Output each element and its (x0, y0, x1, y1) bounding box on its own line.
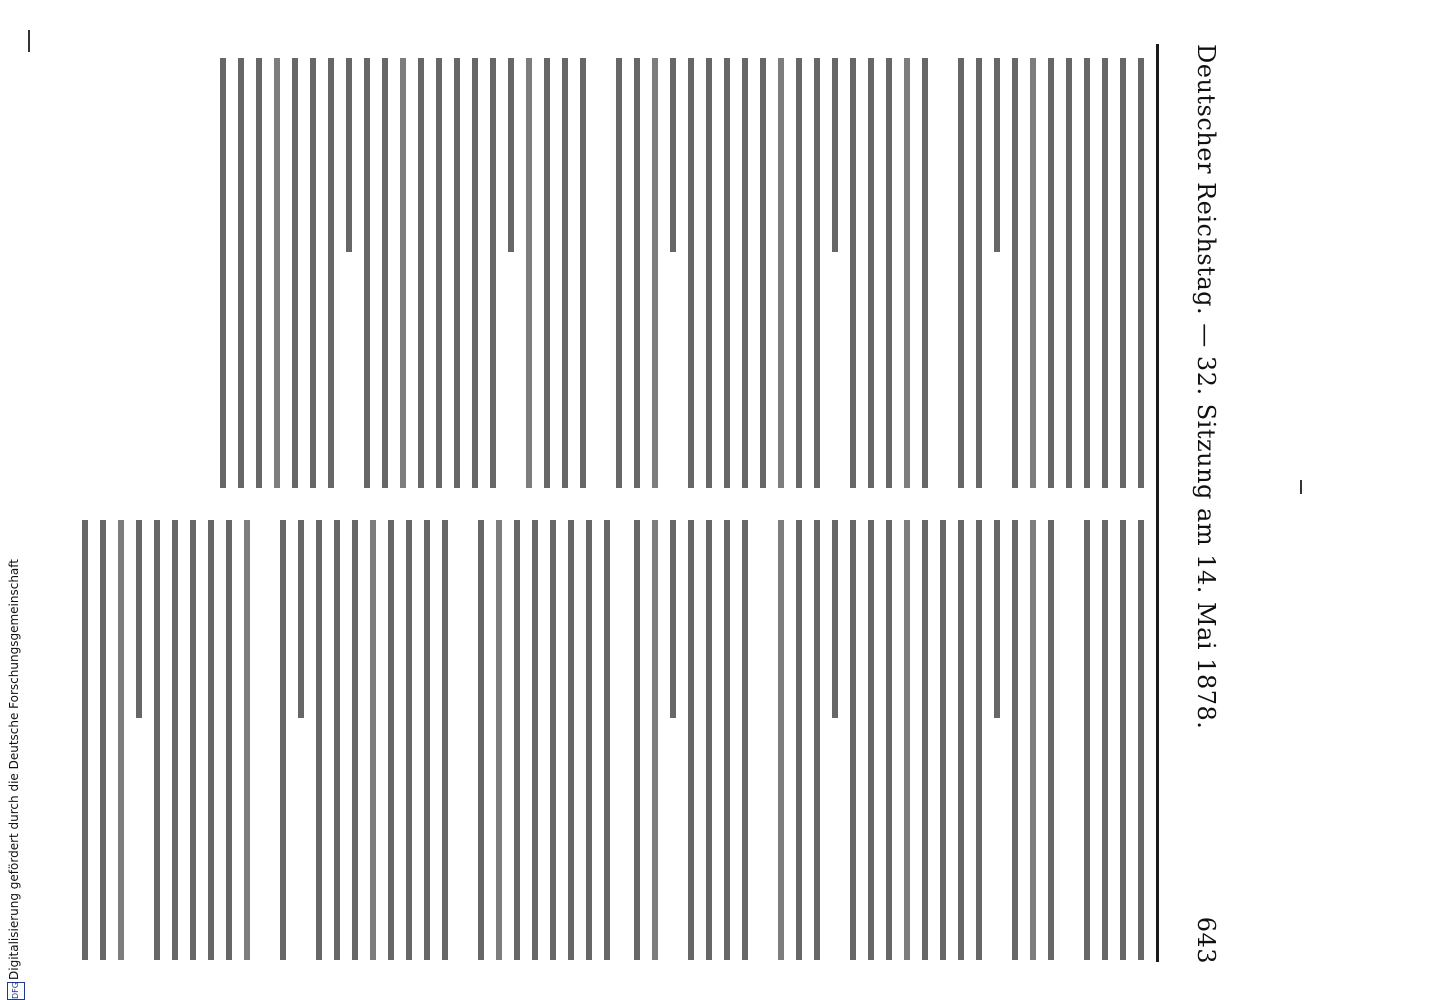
text-line (868, 520, 874, 960)
text-line (958, 520, 964, 960)
text-line (256, 58, 262, 488)
text-line (652, 520, 658, 960)
text-line (454, 58, 460, 488)
text-line (424, 520, 430, 960)
digitization-footer (0, 558, 32, 1000)
text-line (406, 520, 412, 960)
text-line (238, 58, 244, 488)
text-line (544, 58, 550, 488)
text-line (688, 58, 694, 488)
text-line (586, 520, 592, 960)
text-column-right (620, 520, 1150, 968)
running-head-title: Deutscher Reichstag. — 32. Sitzung am 14. Mai 1878. (1192, 44, 1220, 730)
text-line (868, 58, 874, 488)
text-line (190, 520, 196, 960)
text-line (778, 520, 784, 960)
text-line (478, 520, 484, 960)
text-line (1102, 58, 1108, 488)
text-line (280, 520, 286, 960)
text-line (994, 520, 1000, 718)
text-line (100, 520, 106, 960)
text-line (442, 520, 448, 960)
text-line (550, 520, 556, 960)
text-line (562, 58, 568, 488)
text-line (490, 58, 496, 488)
text-line (568, 520, 574, 960)
text-column-left (200, 58, 1150, 498)
text-line (778, 58, 784, 488)
text-line (172, 520, 178, 960)
text-line (226, 520, 232, 960)
text-line (1030, 520, 1036, 960)
text-line (244, 520, 250, 960)
text-line (472, 58, 478, 488)
text-line (514, 520, 520, 960)
text-line (1102, 520, 1108, 960)
running-header-rotated (1170, 44, 1230, 964)
scan-edge-mark (1300, 480, 1302, 494)
text-line (1084, 520, 1090, 960)
text-line (904, 520, 910, 960)
text-line (352, 520, 358, 960)
text-line (922, 520, 928, 960)
text-line (742, 520, 748, 960)
text-line (1138, 58, 1144, 488)
text-line (724, 520, 730, 960)
text-line (1138, 520, 1144, 960)
text-line (1048, 520, 1054, 960)
text-line (346, 58, 352, 252)
text-line (436, 58, 442, 488)
text-line (670, 58, 676, 252)
text-line (370, 520, 376, 960)
text-line (976, 520, 982, 960)
text-line (814, 520, 820, 960)
text-line (82, 520, 88, 960)
text-line (850, 520, 856, 960)
text-line (760, 58, 766, 488)
text-line (136, 520, 142, 718)
text-line (958, 58, 964, 488)
text-line (796, 58, 802, 488)
text-line (832, 58, 838, 252)
text-line (796, 520, 802, 960)
text-line (850, 58, 856, 488)
text-line (616, 58, 622, 488)
text-line (1012, 520, 1018, 960)
header-rule (1156, 44, 1159, 962)
text-line (220, 58, 226, 488)
text-line (298, 520, 304, 718)
text-line (580, 58, 586, 488)
scan-edge-mark (28, 30, 30, 52)
text-line (1120, 520, 1126, 960)
text-line (1048, 58, 1054, 488)
text-line (328, 58, 334, 488)
text-line (670, 520, 676, 718)
digitization-credit: Digitalisierung gefördert durch die Deutsche Forschungsgemeinschaft (7, 558, 21, 980)
text-line (382, 58, 388, 488)
text-line (886, 520, 892, 960)
text-line (292, 58, 298, 488)
text-line (652, 58, 658, 488)
text-line (532, 520, 538, 960)
text-line (400, 58, 406, 488)
text-line (634, 520, 640, 960)
text-line (814, 58, 820, 488)
text-column-lower (60, 520, 620, 968)
text-line (388, 520, 394, 960)
text-line (634, 58, 640, 488)
text-line (706, 520, 712, 960)
text-line (832, 520, 838, 718)
text-line (316, 520, 322, 960)
text-line (334, 520, 340, 960)
text-line (922, 58, 928, 488)
dfg-logo: DFG (7, 982, 25, 1000)
text-line (742, 58, 748, 488)
text-line (940, 520, 946, 960)
text-line (976, 58, 982, 488)
text-line (904, 58, 910, 488)
text-line (496, 520, 502, 960)
text-line (154, 520, 160, 960)
text-line (364, 58, 370, 488)
text-line (886, 58, 892, 488)
text-line (688, 520, 694, 960)
text-line (994, 58, 1000, 252)
text-line (1012, 58, 1018, 488)
text-line (1066, 58, 1072, 488)
text-line (418, 58, 424, 488)
text-line (118, 520, 124, 960)
page-number: 643 (1192, 916, 1220, 964)
text-line (310, 58, 316, 488)
text-line (208, 520, 214, 960)
text-line (526, 58, 532, 488)
text-line (724, 58, 730, 488)
text-line (1120, 58, 1126, 488)
text-line (604, 520, 610, 960)
text-line (1084, 58, 1090, 488)
digitization-footer-rotated (0, 558, 32, 1000)
running-header (1170, 44, 1230, 964)
text-line (508, 58, 514, 252)
text-line (706, 58, 712, 488)
text-line (274, 58, 280, 488)
text-line (1030, 58, 1036, 488)
